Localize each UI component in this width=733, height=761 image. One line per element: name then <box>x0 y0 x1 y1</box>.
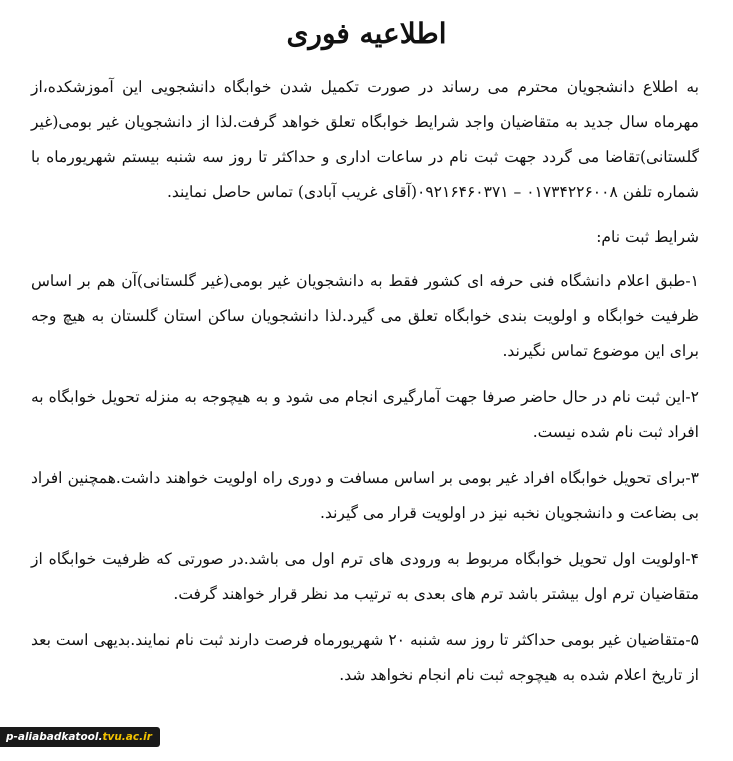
announcement-title: اطلاعیه فوری <box>286 17 447 50</box>
condition-item-1: ۱-طبق اعلام دانشگاه فنی حرفه ای کشور فقط به دانشجویان غیر بومی(غیر گلستانی)آن هم بر اساس ظرفیت خوابگاه و اولویت بندی خوابگاه تعلق می گیرد.لذا دانشجویان ساکن استان گلستان به هیچ وجه برای این موضوع تماس نگیرند. <box>31 272 699 360</box>
site-url-host-start: p-aliabadkatool. <box>6 731 103 743</box>
condition-item-3: ۳-برای تحویل خوابگاه افراد غیر بومی بر اساس مسافت و دوری راه اولویت خواهند داشت.همچنین افراد بی بضاعت و دانشجویان نخبه نیز در اولویت قرار می گیرند. <box>31 469 699 522</box>
announcement-intro: به اطلاع دانشجویان محترم می رساند در صورت تکمیل شدن خوابگاه دانشجویی این آموزشکده،از مهرماه سال جدید به متقاضیان واجد شرایط خوابگاه تعلق خواهد گرفت.لذا از دانشجویان غیر بومی(غیر گلستانی)تقاضا می گردد جهت ثبت نام در ساعات اداری و حداکثر تا روز سه شنبه بیستم شهریورماه با شماره تلفن ۰۱۷۳۴۲۲۶۰۰۸ – ۰۹۲۱۶۴۶۰۳۷۱(آقای غریب آبادی) تماس حاصل نمایند. <box>31 78 699 201</box>
condition-item-5: ۵-متقاضیان غیر بومی حداکثر تا روز سه شنبه ۲۰ شهریورماه فرصت دارند ثبت نام نمایند.بدیهی است بعد از تاریخ اعلام شده به هیچوجه ثبت نام انجام نخواهد شد. <box>31 631 699 684</box>
condition-item-4: ۴-اولویت اول تحویل خوابگاه مربوط به ورودی های ترم اول می باشد.در صورتی که ظرفیت خوابگاه از متقاضیان ترم اول بیشتر باشد ترم های بعدی به ترتیب مد نظر قرار خواهند گرفت. <box>31 550 699 603</box>
site-url-badge[interactable] <box>0 727 160 747</box>
conditions-heading: شرایط ثبت نام: <box>596 228 699 246</box>
announcement-body <box>31 70 699 693</box>
site-url-host-end: tvu.ac.ir <box>102 731 152 743</box>
condition-item-2: ۲-این ثبت نام در حال حاضر صرفا جهت آمارگیری انجام می شود و به هیچوجه به منزله تحویل خوابگاه به افراد ثبت نام شده نیست. <box>31 388 699 441</box>
